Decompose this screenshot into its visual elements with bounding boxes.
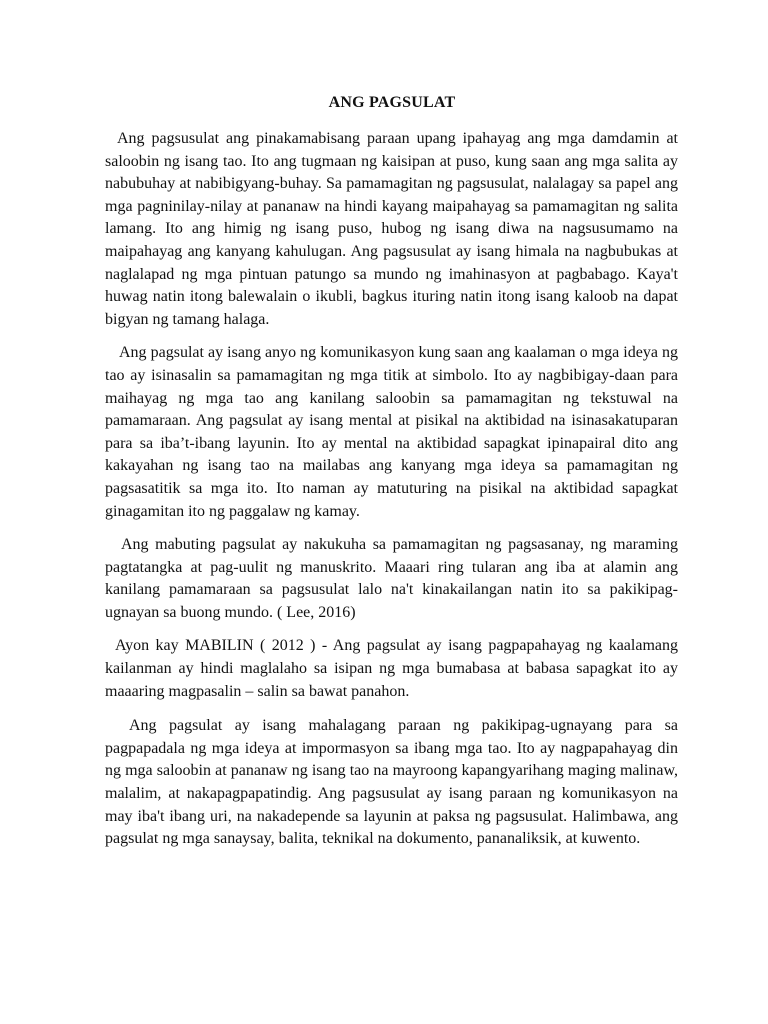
- paragraph-3: Ang mabuting pagsulat ay nakukuha sa pamamagitan ng pagsasanay, ng maraming pagtatangka at pag-uulit ng manuskrito. Maaari ring tularan ang iba at alamin ang kanilang pamamaraan sa pagsusulat lalo na't kinakailangan natin ito sa pakikipag-ugnayan sa buong mundo. ( Lee, 2016): [105, 536, 678, 621]
- paragraph-1: Ang pagsusulat ang pinakamabisang paraan upang ipahayag ang mga damdamin at saloobin ng isang tao. Ito ang tugmaan ng kaisipan at puso, kung saan ang mga salita ay nabubuhay at nabibigyang-buhay. Sa pamamagitan ng pagsusulat, nalalagay sa papel ang mga pagninilay-nilay at pananaw na hindi kayang maipahayag sa pamamagitan ng salita lamang. Ito ang himig ng isang puso, hubog ng isang diwa na nagsusumamo na maipahayag ang kanyang kahulugan. Ang pagsusulat ay isang himala na nagbubukas at naglalapad ng mga pintuan patungo sa mundo ng imahinasyon at pagbabago. Kaya't huwag natin itong balewalain o ikubli, bagkus ituring natin itong isang kaloob na dapat bigyan ng tamang halaga.: [105, 130, 678, 328]
- document-title: ANG PAGSULAT: [328, 94, 456, 111]
- document-body: [105, 128, 678, 851]
- paragraph-4: Ayon kay MABILIN ( 2012 ) - Ang pagsulat ay isang pagpapahayag ng kaalamang kailanman ay hindi maglalaho sa isipan ng mga bumabasa at babasa sapagkat ito ay maaaring magpasalin – salin sa bawat panahon.: [105, 637, 678, 700]
- paragraph-5: Ang pagsulat ay isang mahalagang paraan ng pakikipag-ugnayang para sa pagpapadala ng mga ideya at impormasyon sa ibang mga tao. Ito ay nagpapahayag din ng mga saloobin at pananaw ng isang tao na mayroong kapangyarihang maging malinaw, malalim, at nakapagpapatindig. Ang pagsusulat ay isang paraan ng komunikasyon na may iba't ibang uri, na nakadepende sa layunin at paksa ng pagsusulat. Halimbawa, ang pagsulat ng mga sanaysay, balita, teknikal na dokumento, pananaliksik, at kuwento.: [105, 717, 678, 848]
- paragraph-2: Ang pagsulat ay isang anyo ng komunikasyon kung saan ang kaalaman o mga ideya ng tao ay isinasalin sa pamamagitan ng mga titik at simbolo. Ito ay nagbibigay-daan para maihayag ng mga tao ang kanilang saloobin sa pamamagitan ng tekstuwal na pamamaraan. Ang pagsulat ay isang mental at pisikal na aktibidad na isinasakatuparan para sa iba’t-ibang layunin. Ito ay mental na aktibidad sapagkat ipinapairal dito ang kakayahan ng isang tao na mailabas ang kanyang mga ideya sa pamamagitan ng pagsasatitik sa mga ito. Ito naman ay matuturing na pisikal na aktibidad sapagkat ginagamitan ito ng paggalaw ng kamay.: [105, 344, 678, 520]
